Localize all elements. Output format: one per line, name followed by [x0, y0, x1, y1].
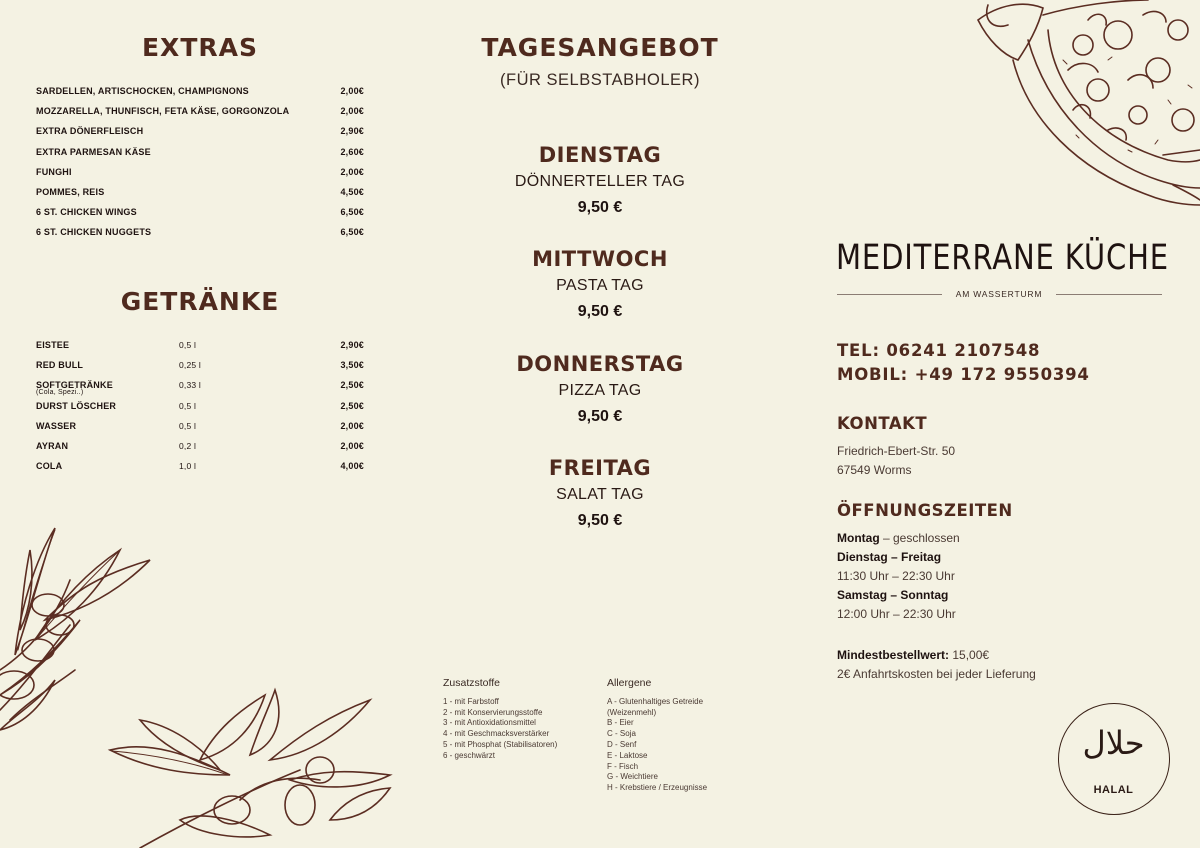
item-price: 6,50€	[340, 207, 364, 218]
zusatz-item: 5 - mit Phosphat (Stabilisatoren)	[443, 739, 558, 749]
drinks-list	[36, 340, 364, 481]
hours-monday-value: – geschlossen	[879, 531, 960, 545]
minimum-order-value: 15,00€	[949, 648, 990, 662]
extras-row	[36, 106, 364, 126]
allergen-item: G - Weichtiere	[607, 772, 658, 782]
hours-heading: ÖFFNUNGSZEITEN	[837, 501, 1013, 520]
drink-row	[36, 380, 364, 400]
extras-heading: EXTRAS	[141, 33, 258, 62]
halal-arabic-text: حلال	[1082, 724, 1145, 762]
item-name: 6 ST. CHICKEN NUGGETS	[36, 227, 152, 238]
drink-price: 2,90€	[340, 340, 364, 350]
offer-day: DONNERSTAG	[516, 352, 684, 376]
drink-price: 2,00€	[340, 420, 364, 431]
item-price: 2,00€	[340, 166, 364, 177]
extras-row	[36, 126, 364, 146]
hours-monday-label: Montag	[837, 531, 880, 545]
drink-price: 2,00€	[340, 440, 364, 451]
logo-rule-left	[837, 294, 942, 295]
item-name: POMMES, REIS	[36, 186, 105, 197]
item-name: EXTRA DÖNERFLEISCH	[36, 126, 144, 137]
item-name: EXTRA PARMESAN KÄSE	[36, 146, 151, 157]
kontakt-heading: KONTAKT	[837, 414, 928, 433]
allergen-item: H - Krebstiere / Erzeugnisse	[607, 783, 708, 793]
allergene-title: Allergene	[607, 677, 652, 689]
drink-row	[36, 421, 364, 441]
drink-name: AYRAN	[36, 440, 69, 451]
extras-row	[36, 147, 364, 167]
minimum-order-label: Mindestbestellwert:	[837, 648, 950, 662]
mobile-number[interactable]: MOBIL: +49 172 9550394	[837, 365, 1090, 384]
drink-volume: 1,0 l	[179, 461, 197, 472]
offer-day: FREITAG	[548, 456, 652, 480]
zusatzstoffe-title: Zusatzstoffe	[443, 677, 501, 689]
offer-dish: DÖNNERTELLER TAG	[514, 173, 686, 190]
drink-volume: 0,5 l	[179, 340, 197, 350]
zusatzstoffe-legend	[443, 678, 593, 762]
drink-row	[36, 340, 364, 360]
halal-badge	[1058, 703, 1170, 815]
minimum-order	[837, 648, 989, 662]
offer-freitag	[440, 456, 760, 530]
drink-row	[36, 461, 364, 481]
hours-tue-fri-label: Dienstag – Freitag	[837, 550, 942, 564]
drink-row	[36, 401, 364, 421]
drink-name: EISTEE	[36, 340, 70, 350]
zusatzstoffe-list	[443, 697, 593, 762]
delivery-fee: 2€ Anfahrtskosten bei jeder Lieferung	[837, 667, 1036, 681]
hours-sat-sun-time: 12:00 Uhr – 22:30 Uhr	[837, 607, 956, 621]
allergen-item: C - Soja	[607, 729, 636, 739]
drink-name: COLA	[36, 461, 63, 472]
drink-volume: 0,25 l	[179, 360, 201, 371]
drink-name: RED BULL	[36, 360, 84, 371]
brand-tagline: AM WASSERTURM	[955, 289, 1043, 299]
allergen-item: F - Fisch	[607, 761, 639, 771]
drink-note: (Cola, Spezi..)	[36, 389, 84, 397]
item-price: 2,60€	[340, 146, 364, 157]
pizza-illustration	[968, 0, 1200, 215]
drink-name: WASSER	[36, 420, 77, 431]
offer-dish: PIZZA TAG	[558, 382, 642, 399]
tagesangebot-subtitle: (FÜR SELBSTABHOLER)	[500, 71, 700, 89]
zusatz-item: 2 - mit Konservierungsstoffe	[443, 707, 543, 717]
halal-label: HALAL	[1093, 784, 1134, 796]
drink-price: 2,50€	[340, 400, 364, 411]
hours-sat-sun-label: Samstag – Sonntag	[837, 588, 949, 602]
drink-volume: 0,2 l	[179, 440, 197, 451]
drink-volume: 0,5 l	[179, 400, 197, 411]
hours-tue-fri-time: 11:30 Uhr – 22:30 Uhr	[837, 569, 955, 583]
zusatz-item: 6 - geschwärzt	[443, 750, 496, 760]
zusatz-item: 4 - mit Geschmacksverstärker	[443, 729, 550, 739]
offer-price: 9,50 €	[577, 512, 623, 529]
item-name: SARDELLEN, ARTISCHOCKEN, CHAMPIGNONS	[36, 86, 249, 96]
offer-donnerstag	[440, 352, 760, 426]
offer-day: MITTWOCH	[532, 247, 668, 271]
allergen-item: D - Senf	[607, 739, 637, 749]
offer-day: DIENSTAG	[538, 143, 662, 167]
extras-list	[36, 86, 364, 248]
offer-price: 9,50 €	[577, 408, 623, 425]
drink-price: 3,50€	[340, 360, 364, 371]
allergen-item: E - Laktose	[607, 750, 648, 760]
extras-row	[36, 187, 364, 207]
drink-price: 4,00€	[340, 461, 364, 472]
drink-volume: 0,5 l	[179, 420, 197, 431]
offer-price: 9,50 €	[577, 303, 623, 320]
zusatz-item: 1 - mit Farbstoff	[443, 696, 499, 706]
extras-row	[36, 227, 364, 247]
tagesangebot-heading: TAGESANGEBOT	[481, 33, 719, 62]
logo-rule-right	[1056, 294, 1162, 295]
drink-name: SOFTGETRÄNKE	[36, 380, 113, 391]
item-price: 2,90€	[340, 126, 364, 137]
drink-row	[36, 441, 364, 461]
item-price: 4,50€	[340, 186, 364, 197]
extras-row	[36, 86, 364, 106]
address-city: 67549 Worms	[837, 463, 912, 477]
olive-branch-illustration	[0, 520, 400, 848]
item-name: MOZZARELLA, THUNFISCH, FETA KÄSE, GORGONZOLA	[36, 106, 290, 117]
item-price: 6,50€	[340, 227, 364, 238]
extras-row	[36, 207, 364, 227]
extras-row	[36, 167, 364, 187]
offer-dish: PASTA TAG	[556, 277, 644, 294]
drink-price: 2,50€	[340, 380, 364, 391]
allergen-item: (Weizenmehl)	[607, 707, 657, 717]
offer-dish: SALAT TAG	[556, 486, 644, 503]
offer-dienstag	[440, 143, 760, 217]
allergen-item: A - Glutenhaltiges Getreide	[607, 696, 704, 706]
offer-mittwoch	[440, 247, 760, 321]
drink-name: DURST LÖSCHER	[36, 400, 117, 411]
allergen-item: B - Eier	[607, 718, 634, 728]
item-price: 2,00€	[340, 106, 364, 117]
item-name: 6 ST. CHICKEN WINGS	[36, 207, 137, 218]
item-price: 2,00€	[340, 86, 364, 96]
hours-monday	[837, 531, 960, 545]
offer-price: 9,50 €	[577, 199, 623, 216]
address-street: Friedrich-Ebert-Str. 50	[837, 444, 956, 458]
getraenke-heading: GETRÄNKE	[120, 287, 280, 316]
drink-volume: 0,33 l	[179, 380, 201, 391]
drink-row	[36, 360, 364, 380]
allergene-list	[607, 697, 757, 794]
brand-logo: MEDITERRANE KÜCHE	[836, 238, 1169, 278]
phone-number[interactable]: TEL: 06241 2107548	[837, 341, 1041, 360]
zusatz-item: 3 - mit Antioxidationsmittel	[443, 718, 536, 728]
item-name: FUNGHI	[36, 166, 72, 177]
allergene-legend	[607, 678, 757, 794]
